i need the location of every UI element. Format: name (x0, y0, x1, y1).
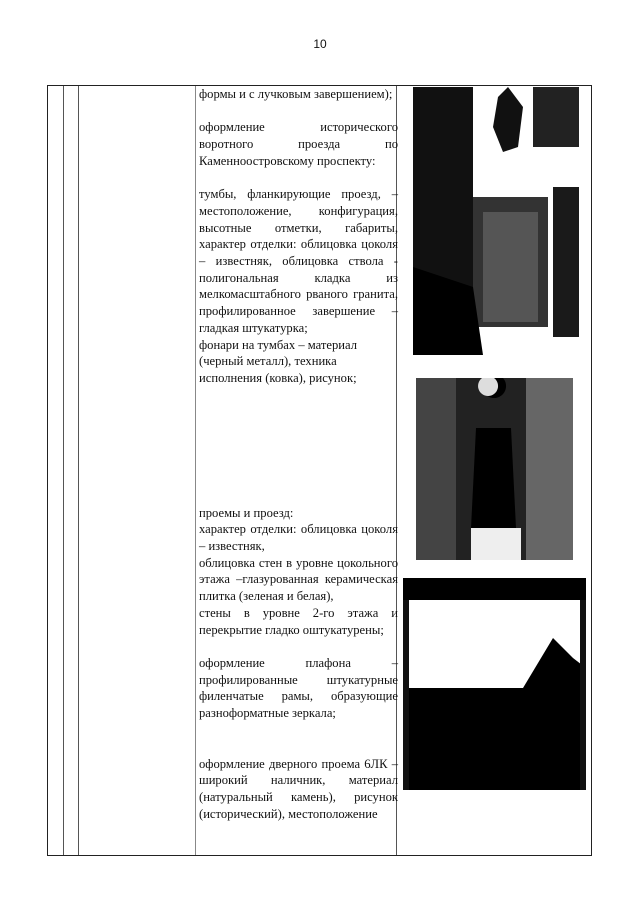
paragraph: облицовка стен в уровне цокольного этажа –глазурованная керамическая плитка (зеленая и белая), (199, 555, 398, 604)
column-divider (195, 86, 196, 855)
paragraph: характер отделки: облицовка цоколя – известняк, (199, 522, 398, 554)
paragraph: тумбы, фланкирующие проезд, – местоположение, конфигурация, высотные отметки, габариты, характер отделки: облицовка цоколя – известняк, облицовка ствола - полигональная кладка из мелкомасштабного рваного гранита, профилированное завершение – гладкая штукатурка; (199, 187, 398, 335)
column-divider (63, 86, 64, 855)
paragraph: формы и с лучковым завершением); (199, 87, 393, 101)
column-divider (78, 86, 79, 855)
page-number: 10 (313, 37, 327, 51)
description-cell (197, 86, 398, 823)
paragraph: оформление исторического воротного проезда по Каменноостровскому проспекту: (199, 120, 398, 168)
photo-statue-niche (416, 378, 573, 560)
paragraph: оформление плафона – профилированные штукатурные филенчатые рамы, образующие разноформатные зеркала; (199, 655, 398, 721)
paragraph: стены в уровне 2-го этажа и перекрытие гладко оштукатурены; (199, 605, 398, 637)
photo-passage-interior (403, 578, 586, 790)
paragraph: проемы и проезд: (199, 505, 294, 520)
paragraph: оформление дверного проема 6ЛК – широкий наличник, материал (натуральный камень), рисунок (исторический), местоположение (199, 756, 398, 821)
paragraph: фонари на тумбах – материал (черный металл), техника исполнения (ковка), рисунок; (199, 337, 358, 385)
photo-gate-pillar (413, 87, 579, 355)
